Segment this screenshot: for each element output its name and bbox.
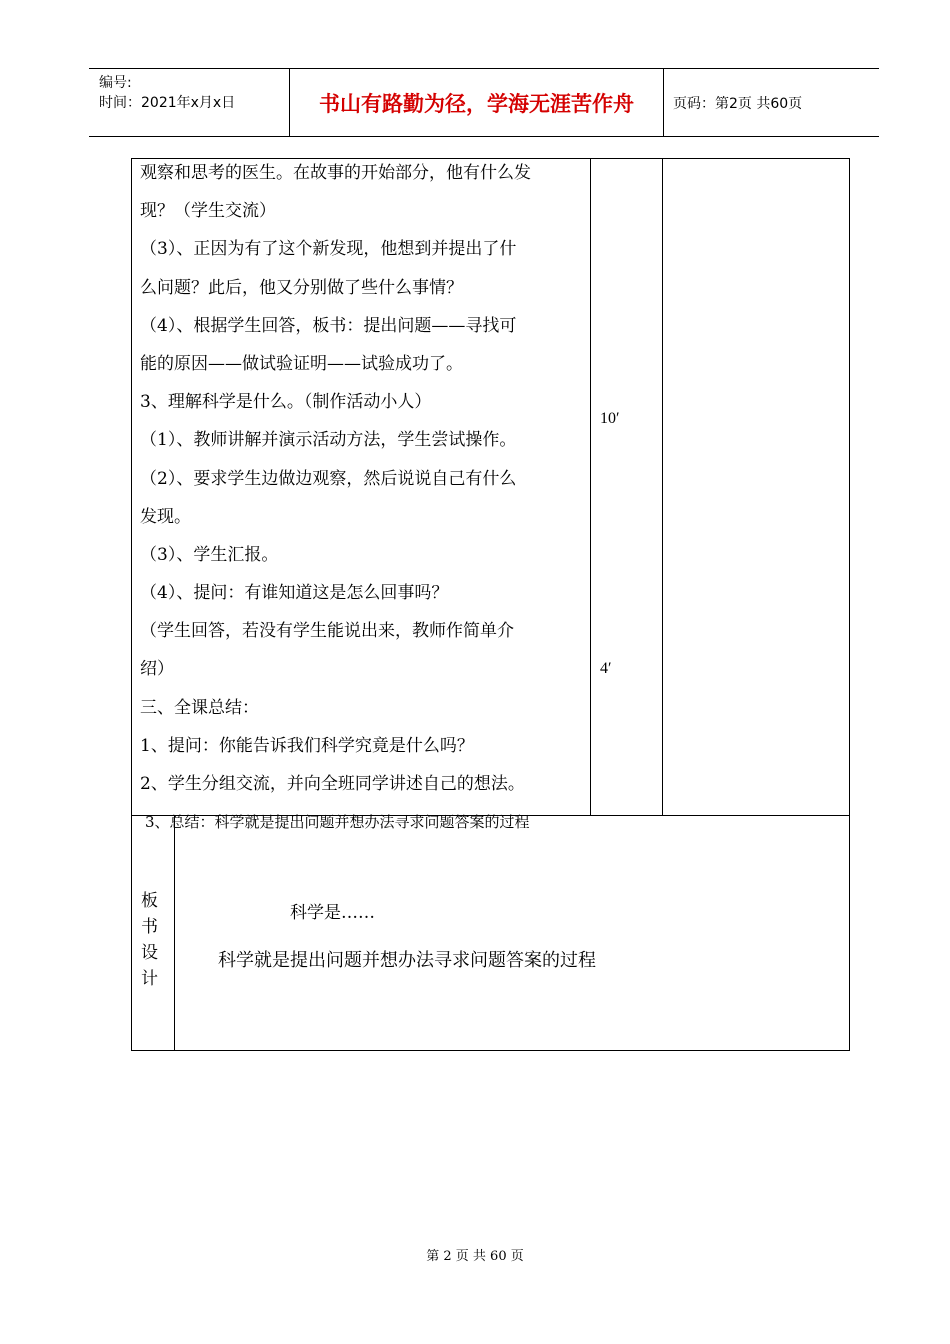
content-line: （2）、要求学生边做边观察，然后说说自己有什么	[140, 468, 517, 489]
content-line: 发现。	[140, 506, 191, 527]
content-line: 3、总结：科学就是提出问题并想办法寻求问题答案的过程	[145, 813, 530, 832]
board-design-label-char: 计	[141, 969, 158, 989]
content-line: （3）、学生汇报。	[140, 544, 279, 565]
content-line: 观察和思考的医生。在故事的开始部分，他有什么发	[140, 163, 531, 183]
content-line: 绍）	[140, 659, 174, 680]
content-line: （4）、提问：有谁知道这是怎么回事吗？	[140, 583, 449, 604]
content-line: 么问题？此后，他又分别做了些什么事情？	[140, 277, 463, 298]
table-border	[662, 158, 663, 815]
content-line: 现？（学生交流）	[140, 201, 276, 222]
table-border	[174, 815, 175, 1051]
content-line: （学生回答，若没有学生能说出来，教师作简单介	[140, 621, 514, 642]
header-meta	[99, 73, 235, 113]
content-line: （4）、根据学生回答，板书：提出问题——寻找可	[140, 315, 517, 336]
header-page-info: 页码：第2页 共60页	[673, 96, 803, 112]
board-design-label-char: 设	[141, 943, 158, 963]
board-design-definition: 科学就是提出问题并想办法寻求问题答案的过程	[218, 950, 596, 971]
content-line: 能的原因——做试验证明——试验成功了。	[140, 353, 463, 374]
board-design-label-char: 板	[141, 891, 158, 911]
header-motto: 书山有路勤为径，学海无涯苦作舟	[319, 91, 634, 116]
content-line: （3）、正因为有了这个新发现，他想到并提出了什	[140, 239, 517, 260]
content-line: 2、学生分组交流，并向全班同学讲述自己的想法。	[140, 774, 525, 794]
content-line: （1）、教师讲解并演示活动方法，学生尝试操作。	[140, 430, 517, 451]
header-divider	[663, 69, 664, 136]
content-line: 三、全课总结：	[140, 697, 259, 718]
document-number-label: 编号:	[99, 75, 132, 91]
document-time-label: 时间：2021年x月x日	[99, 95, 236, 111]
content-line: 3、理解科学是什么。（制作活动小人）	[140, 392, 432, 413]
page-header	[89, 68, 879, 137]
time-allocation: 10′	[600, 410, 620, 427]
time-allocation: 4′	[600, 660, 612, 677]
table-border	[590, 158, 591, 815]
table-border	[849, 158, 850, 1051]
page-footer: 第 2 页 共 60 页	[426, 1249, 524, 1264]
board-design-label-char: 书	[141, 917, 158, 937]
table-border	[131, 1050, 850, 1051]
content-line: 1、提问：你能告诉我们科学究竟是什么吗？	[140, 735, 474, 756]
lesson-content	[140, 158, 590, 845]
board-design-heading: 科学是……	[290, 903, 375, 923]
